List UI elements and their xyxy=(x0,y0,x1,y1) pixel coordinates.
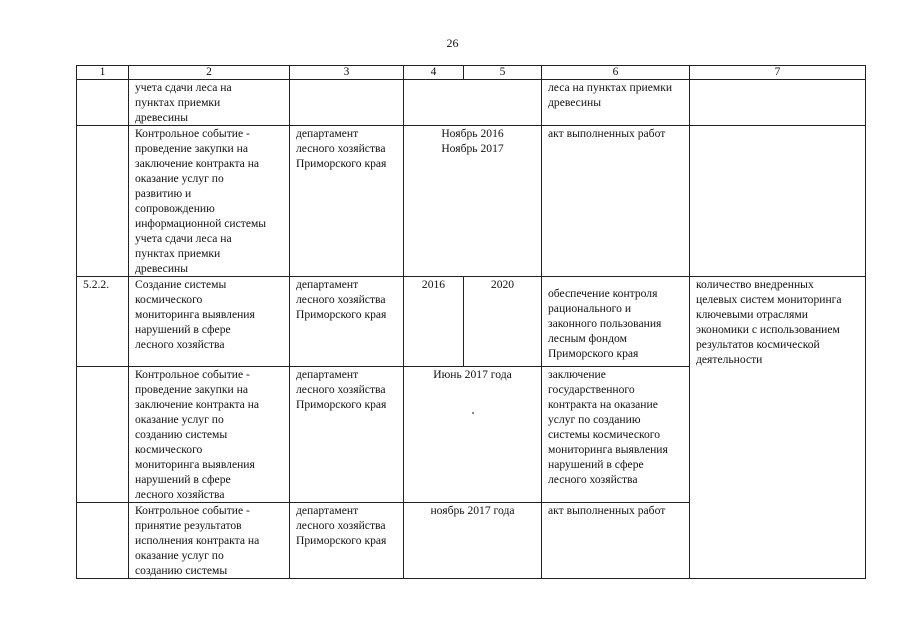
indicator-line: результатов космической xyxy=(696,338,820,351)
row-number-cell xyxy=(77,126,129,277)
header-col-5: 5 xyxy=(464,66,542,80)
performer-line: Приморского края xyxy=(296,308,387,321)
result-cell xyxy=(542,126,690,277)
event-line: нарушений в сфере xyxy=(135,473,231,486)
result-line: заключение xyxy=(548,368,606,381)
result-line: государственного xyxy=(548,383,635,396)
date-line: Ноябрь 2017 xyxy=(441,142,504,155)
event-line: древесины xyxy=(135,111,189,124)
header-col-3: 3 xyxy=(290,66,404,80)
row-number-cell xyxy=(77,367,129,503)
result-line: Приморского края xyxy=(548,347,639,360)
start-year-cell: 2016 xyxy=(404,277,464,367)
event-line: заключение контракта на xyxy=(135,157,260,170)
performer-line: департамент xyxy=(296,127,359,140)
header-row xyxy=(77,66,866,80)
event-line: сопровождению xyxy=(135,202,215,215)
event-cell xyxy=(129,80,290,126)
performer-line: лесного хозяйства xyxy=(296,519,386,532)
result-line: мониторинга выявления xyxy=(548,443,668,456)
event-line: лесного хозяйства xyxy=(135,488,225,501)
date-cell xyxy=(404,80,542,126)
result-line: нарушений в сфере xyxy=(548,458,644,471)
result-cell xyxy=(542,367,690,503)
date-cell xyxy=(404,126,542,277)
performer-cell xyxy=(290,80,404,126)
performer-line: департамент xyxy=(296,504,359,517)
result-line: контракта на оказание xyxy=(548,398,658,411)
date-line: Ноябрь 2016 xyxy=(441,127,504,140)
header-col-7: 7 xyxy=(690,66,866,80)
performer-line: Приморского края xyxy=(296,398,387,411)
date-line: ноябрь 2017 года xyxy=(430,504,515,517)
date-cell xyxy=(404,367,542,503)
event-line: мониторинга выявления xyxy=(135,458,255,471)
event-line: исполнения контракта на xyxy=(135,534,260,547)
indicator-line: экономики с использованием xyxy=(696,323,840,336)
performer-cell xyxy=(290,277,404,367)
document-table xyxy=(76,65,866,579)
row-number-cell xyxy=(77,80,129,126)
header-col-4: 4 xyxy=(404,66,464,80)
performer-cell xyxy=(290,126,404,277)
event-line: созданию системы xyxy=(135,428,228,441)
result-line: древесины xyxy=(548,96,602,109)
event-line: оказание услуг по xyxy=(135,413,224,426)
page-number: 26 xyxy=(446,36,459,50)
table-row xyxy=(77,277,866,367)
event-cell xyxy=(129,277,290,367)
event-line: лесного хозяйства xyxy=(135,338,225,351)
header-col-1: 1 xyxy=(77,66,129,80)
event-line: мониторинга выявления xyxy=(135,308,255,321)
result-line: лесным фондом xyxy=(548,332,627,345)
event-line: проведение закупки на xyxy=(135,142,248,155)
event-line: принятие результатов xyxy=(135,519,242,532)
result-cell xyxy=(542,277,690,367)
date-cell xyxy=(404,503,542,579)
event-line: космического xyxy=(135,293,203,306)
event-line: созданию системы xyxy=(135,564,228,577)
table-row xyxy=(77,126,866,277)
event-line: проведение закупки на xyxy=(135,383,248,396)
row-number-cell xyxy=(77,503,129,579)
event-line: нарушений в сфере xyxy=(135,323,231,336)
indicator-line: деятельности xyxy=(696,353,763,366)
header-col-6: 6 xyxy=(542,66,690,80)
result-line: лесного хозяйства xyxy=(548,473,638,486)
event-line: пунктах приемки xyxy=(135,96,221,109)
event-line: оказание услуг по xyxy=(135,549,224,562)
result-cell xyxy=(542,503,690,579)
result-line: законного пользования xyxy=(548,317,662,330)
event-line: пунктах приемки xyxy=(135,247,221,260)
result-line: акт выполненных работ xyxy=(548,504,666,517)
result-line: системы космического xyxy=(548,428,661,441)
event-cell xyxy=(129,503,290,579)
performer-line: Приморского края xyxy=(296,157,387,170)
performer-line: лесного хозяйства xyxy=(296,142,386,155)
performer-line: лесного хозяйства xyxy=(296,383,386,396)
header-col-2: 2 xyxy=(129,66,290,80)
event-line: Контрольное событие - xyxy=(135,504,250,517)
scan-speck xyxy=(472,412,474,414)
performer-cell xyxy=(290,503,404,579)
end-year-cell: 2020 xyxy=(464,277,542,367)
performer-line: департамент xyxy=(296,278,359,291)
event-line: космического xyxy=(135,443,203,456)
indicator-cell-empty xyxy=(690,126,866,277)
indicator-line: количество внедренных xyxy=(696,278,814,291)
result-line: рационального и xyxy=(548,302,632,315)
result-line: леса на пунктах приемки xyxy=(548,81,673,94)
event-line: учета сдачи леса на xyxy=(135,81,232,94)
performer-line: департамент xyxy=(296,368,359,381)
indicator-cell-empty xyxy=(690,80,866,126)
date-line: Июнь 2017 года xyxy=(433,368,512,381)
table-row xyxy=(77,80,866,126)
result-line: обеспечение контроля xyxy=(548,287,658,300)
performer-cell xyxy=(290,367,404,503)
performer-line: лесного хозяйства xyxy=(296,293,386,306)
event-cell xyxy=(129,367,290,503)
indicator-line: целевых систем мониторинга xyxy=(696,293,842,306)
event-line: заключение контракта на xyxy=(135,398,260,411)
event-line: учета сдачи леса на xyxy=(135,232,232,245)
event-line: Создание системы xyxy=(135,278,227,291)
performer-line: Приморского края xyxy=(296,534,387,547)
result-cell xyxy=(542,80,690,126)
event-cell xyxy=(129,126,290,277)
event-line: Контрольное событие - xyxy=(135,368,250,381)
event-line: оказание услуг по xyxy=(135,172,224,185)
result-line: услуг по созданию xyxy=(548,413,641,426)
indicator-line: ключевыми отраслями xyxy=(696,308,808,321)
event-line: древесины xyxy=(135,262,189,275)
event-line: развитию и xyxy=(135,187,192,200)
result-line: акт выполненных работ xyxy=(548,127,666,140)
event-line: Контрольное событие - xyxy=(135,127,250,140)
row-number-cell: 5.2.2. xyxy=(77,277,129,367)
event-line: информационной системы xyxy=(135,217,267,230)
indicator-cell xyxy=(690,277,866,579)
